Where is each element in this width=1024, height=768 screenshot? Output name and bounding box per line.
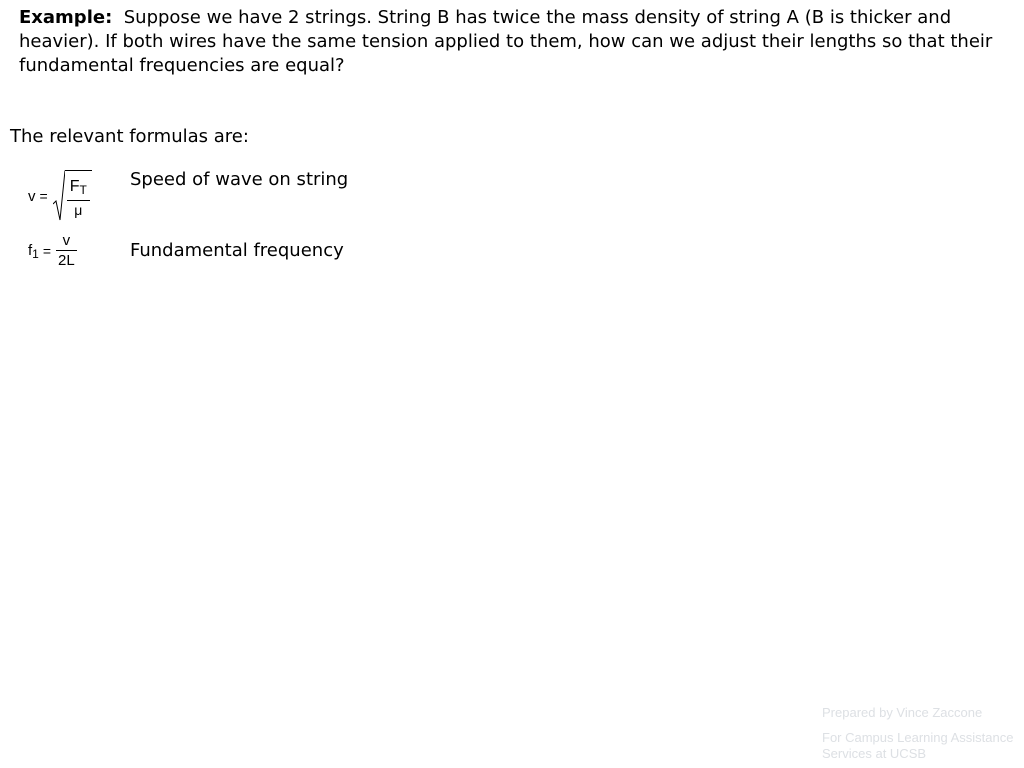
mass-density-symbol: μ [67, 200, 90, 219]
frequency-description: Fundamental frequency [130, 240, 344, 261]
wave-speed-equals: = [39, 188, 48, 204]
frequency-equation [28, 232, 130, 270]
radical-sign-icon [53, 170, 65, 222]
footer-affiliation: For Campus Learning Assistance Services at UCSB [822, 730, 1014, 761]
formulas-intro: The relevant formulas are: [10, 126, 249, 147]
radicand [65, 170, 92, 222]
frequency-equals: = [42, 243, 52, 259]
square-root [53, 170, 92, 222]
formula-fundamental-frequency [28, 228, 344, 274]
wave-speed-description: Speed of wave on string [130, 169, 349, 190]
frequency-denominator: 2L [58, 252, 75, 269]
problem-text: Suppose we have 2 strings. String B has twice the mass density of string A (B is thicker and heavier). If both wires have the same tension applied to them, how can we adjust their lengths so that their fundamental frequencies are equal? [19, 7, 993, 76]
wave-speed-lhs: v [28, 187, 36, 205]
example-label: Example: [19, 7, 113, 28]
problem-statement [19, 6, 1009, 78]
frequency-fraction [56, 232, 77, 270]
formula-wave-speed [28, 168, 348, 224]
frequency-numerator: v [62, 232, 71, 249]
wave-speed-equation [28, 170, 130, 222]
tension-symbol: $F_T$ [69, 177, 87, 197]
frequency-lhs: $f_1$ [28, 241, 39, 261]
footer-author: Prepared by Vince Zaccone [822, 705, 983, 720]
